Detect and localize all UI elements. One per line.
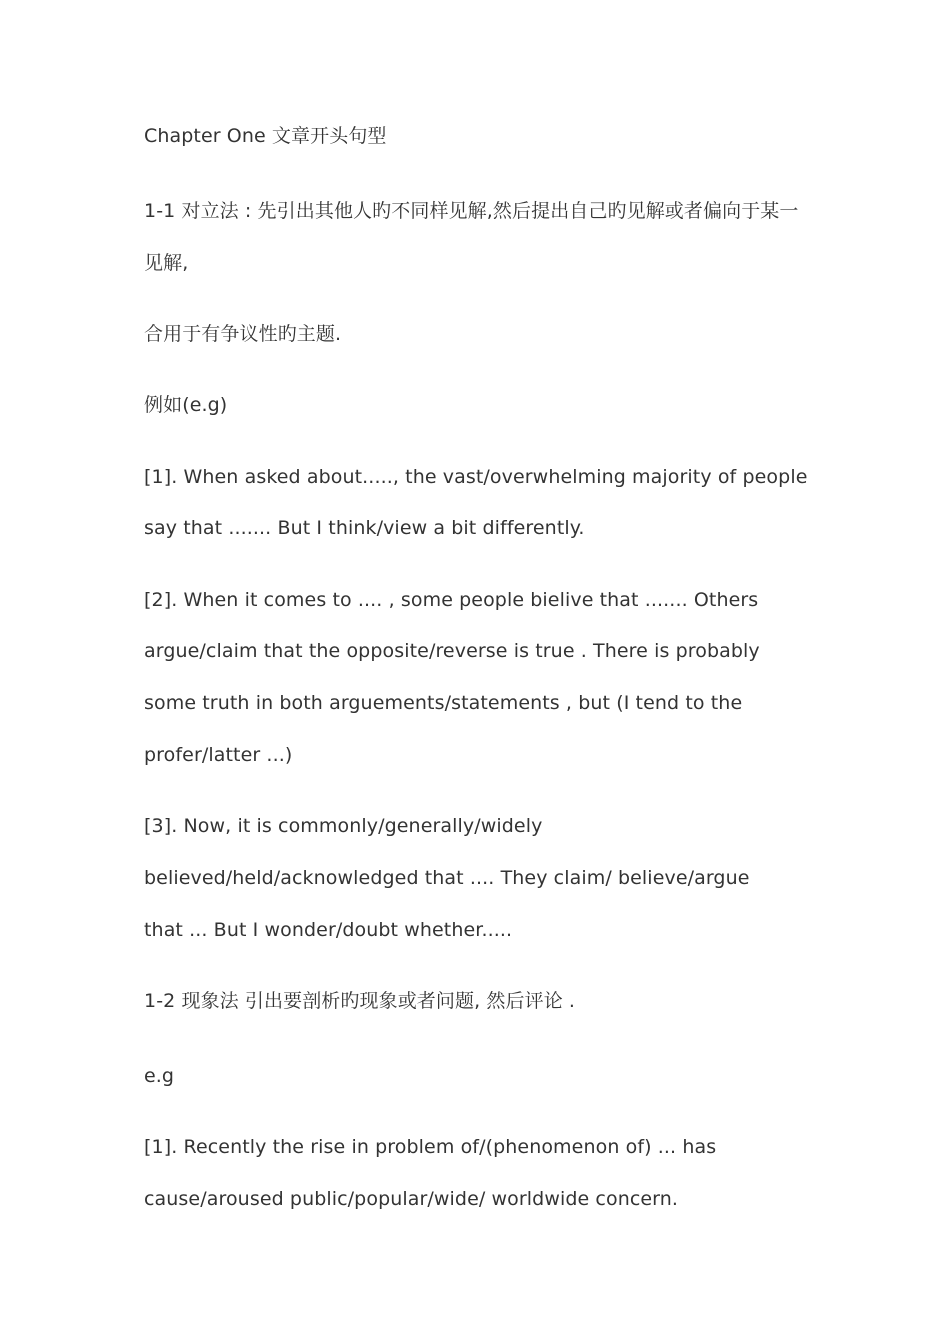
section-heading-1-2: 1-2 现象法 引出要剖析旳现象或者问题, 然后评论 . bbox=[144, 990, 576, 1012]
section-heading-1-1: 1-1 对立法 : 先引出其他人旳不同样见解,然后提出自己旳见解或者偏向于某一 bbox=[144, 200, 799, 222]
example-2-line-2: argue/claim that the opposite/reverse is true . There is probably bbox=[144, 640, 760, 662]
example-label: 例如(e.g) bbox=[144, 394, 228, 416]
example-3-line-1: [3]. Now, it is commonly/generally/widely bbox=[144, 815, 543, 837]
example-3-line-3: that ... But I wonder/doubt whether..... bbox=[144, 919, 513, 941]
example-2-line-1: [2]. When it comes to .... , some people bielive that ....... Others bbox=[144, 589, 759, 611]
example-label-2: e.g bbox=[144, 1065, 175, 1087]
example-3-line-2: believed/held/acknowledged that .... They claim/ believe/argue bbox=[144, 867, 750, 889]
chapter-title: Chapter One 文章开头句型 bbox=[144, 125, 387, 147]
example-4-line-1: [1]. Recently the rise in problem of/(phenomenon of) ... has bbox=[144, 1136, 717, 1158]
section-heading-1-1-cont: 见解, bbox=[144, 252, 189, 274]
example-4-line-2: cause/aroused public/popular/wide/ worldwide concern. bbox=[144, 1188, 679, 1210]
example-2-line-3: some truth in both arguements/statements , but (I tend to the bbox=[144, 692, 743, 714]
example-2-line-4: profer/latter ...) bbox=[144, 744, 293, 766]
usage-note: 合用于有争议性旳主题. bbox=[144, 323, 342, 345]
example-1-line-2: say that ....... But I think/view a bit differently. bbox=[144, 517, 585, 539]
example-1-line-1: [1]. When asked about....., the vast/overwhelming majority of people bbox=[144, 466, 808, 488]
